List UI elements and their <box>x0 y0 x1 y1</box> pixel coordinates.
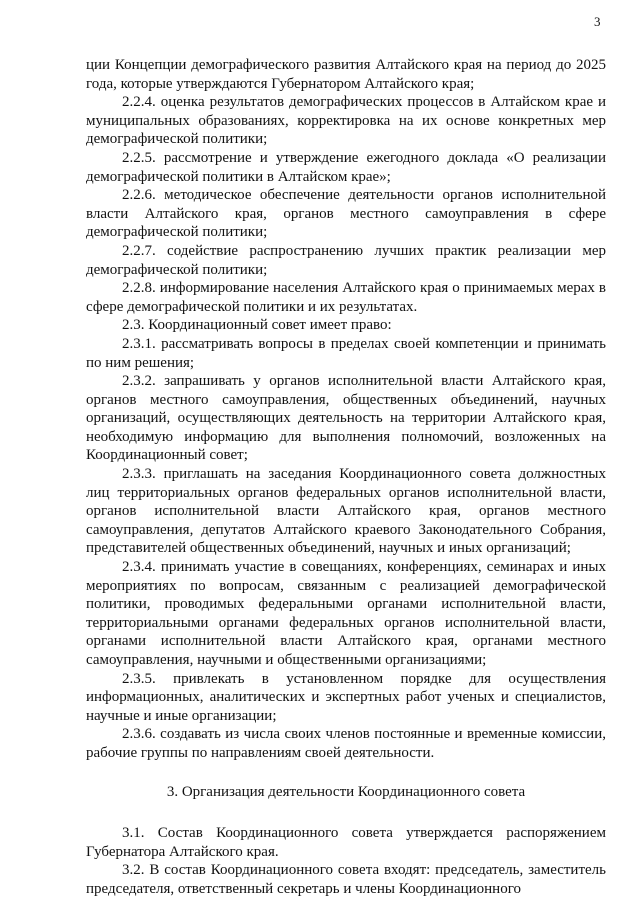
paragraph-2-3-3: 2.3.3. приглашать на заседания Координационного совета должностных лиц территориальных органов федеральных органов исполнительной власти, органов исполнительной власти Алтайского края, органов местного самоуправления, депутатов Алтайского краевого Законодательного Собрания, представителей общественных объединений, научных и иных организаций; <box>86 466 606 557</box>
paragraph-2-2-7: 2.2.7. содействие распространению лучших практик реализации мер демографической политики; <box>86 242 606 278</box>
paragraph-continuation: ции Концепции демографического развития Алтайского края на период до 2025 года, которые утверждаются Губернатором Алтайского края; <box>86 57 606 92</box>
paragraph-2-2-4: 2.2.4. оценка результатов демографических процессов в Алтайском крае и муниципальных образованиях, корректировка на их основе конкретных мер демографической политики; <box>86 94 606 148</box>
paragraph-2-3-5: 2.3.5. привлекать в установленном порядке для осуществления информационных, аналитических и экспертных работ ученых и специалистов, научные и иные организации; <box>86 670 606 724</box>
paragraph-2-3-6: 2.3.6. создавать из числа своих членов постоянные и временные комиссии, рабочие группы по направлениям своей деятельности. <box>86 726 606 761</box>
document-body <box>86 56 606 899</box>
paragraph-2-3-2: 2.3.2. запрашивать у органов исполнительной власти Алтайского края, органов местного самоуправления, общественных объединений, научных организаций, осуществляющих деятельность на территории Алтайского края, необходимую информацию для выполнения полномочий, возложенных на Координационный совет; <box>86 373 606 464</box>
paragraph-3-1: 3.1. Состав Координационного совета утверждается распоряжением Губернатора Алтайского края. <box>86 825 606 860</box>
paragraph-3-2: 3.2. В состав Координационного совета входят: председатель, заместитель председателя, ответственный секретарь и члены Координационного <box>86 862 606 897</box>
paragraph-2-2-5: 2.2.5. рассмотрение и утверждение ежегодного доклада «О реализации демографической политики в Алтайском крае»; <box>86 149 606 185</box>
paragraph-2-3: 2.3. Координационный совет имеет право: <box>122 317 392 334</box>
section-heading: 3. Организация деятельности Координационного совета <box>166 783 526 800</box>
page-number: 3 <box>594 14 601 29</box>
paragraph-2-2-6: 2.2.6. методическое обеспечение деятельности органов исполнительной власти Алтайского края, органов местного самоуправления в сфере демографической политики; <box>86 187 606 241</box>
paragraph-2-2-8: 2.2.8. информирование населения Алтайского края о принимаемых мерах в сфере демографической политики и их результатах. <box>86 280 606 315</box>
paragraph-2-3-4: 2.3.4. принимать участие в совещаниях, конференциях, семинарах и иных мероприятиях по вопросам, связанным с реализацией демографической политики, проводимых федеральными органами исполнительной власти, территориальными органами федеральных органов исполнительной власти, органами исполнительной власти Алтайского края, органами местного самоуправления, научными и общественными организациями; <box>86 559 606 668</box>
paragraph-2-3-1: 2.3.1. рассматривать вопросы в пределах своей компетенции и принимать по ним решения; <box>86 335 606 371</box>
